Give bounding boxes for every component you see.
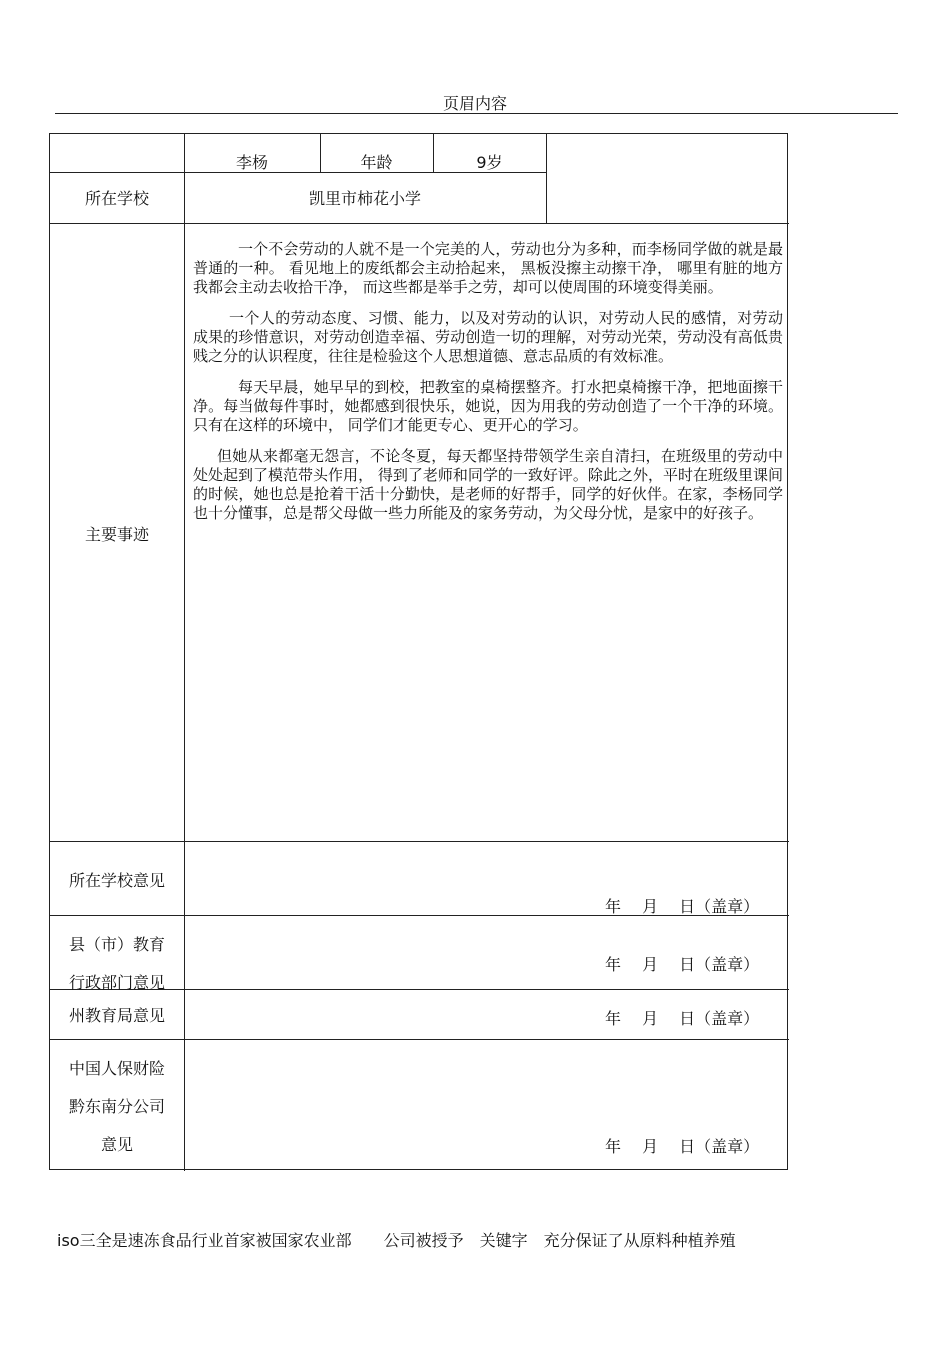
insurer-opinion-sign: 年 月 日（盖章） <box>605 1137 760 1156</box>
student-name: 李杨 <box>235 152 268 172</box>
column-line <box>184 134 185 1171</box>
footer-text: iso三全是速冻食品行业首家被国家农业部 公司被授予 关键字 充分保证了从原料种植养殖 <box>57 1231 736 1250</box>
deeds-paragraph: 一个不会劳动的人就不是一个完美的人，劳动也分为多种，而李杨同学做的就是最普通的一种。 看见地上的废纸都会主动拾起来， 黑板没擦主动擦干净， 哪里有脏的地方我都会主动去收拾干净， 而这些都是举手之劳，却可以使周围的环境变得美丽。 <box>193 240 783 296</box>
row-line <box>50 1039 789 1040</box>
prefecture-opinion-label: 州教育局意见 <box>68 1005 165 1025</box>
deeds-text <box>193 240 783 535</box>
deeds-paragraph: 但她从来都毫无怨言，不论冬夏，每天都坚持带领学生亲自清扫，在班级里的劳动中处处起到了模范带头作用， 得到了老师和同学的一致好评。除此之外，平时在班级里课间的时候，她也总是抢着干活十分勤快，是老师的好帮手，同学的好伙伴。在家，李杨同学也十分懂事，总是帮父母做一些力所能及的家务劳动，为父母分忧，是家中的好孩子。 <box>193 447 783 522</box>
age-label: 年龄 <box>360 152 393 172</box>
school-value: 凯里市柿花小学 <box>308 189 421 208</box>
school-label: 所在学校 <box>84 189 149 208</box>
row-line <box>50 841 789 842</box>
county-opinion-sign: 年 月 日（盖章） <box>605 955 760 974</box>
insurer-label-line: 黔东南分公司 <box>68 1097 165 1116</box>
award-form-table <box>49 133 788 1170</box>
deeds-paragraph: 一个人的劳动态度、习惯、能力，以及对劳动的认识，对劳动人民的感情，对劳动成果的珍惜意识，对劳动创造幸福、劳动创造一切的理解，对劳动光荣，劳动没有高低贵贱之分的认识程度，往往是检验这个人思想道德、意志品质的有效标准。 <box>193 309 783 365</box>
county-label-line: 行政部门意见 <box>68 973 165 992</box>
age-value: 9岁 <box>476 152 503 172</box>
deeds-label: 主要事迹 <box>84 524 149 544</box>
school-opinion-sign: 年 月 日（盖章） <box>605 897 760 916</box>
prefecture-opinion-sign: 年 月 日（盖章） <box>605 1009 760 1028</box>
school-opinion-label: 所在学校意见 <box>68 870 165 890</box>
page-header: 页眉内容 <box>442 94 507 113</box>
column-line <box>546 134 547 223</box>
insurer-label-line: 意见 <box>100 1135 133 1154</box>
insurer-label-line: 中国人保财险 <box>68 1059 165 1078</box>
county-label-line: 县（市）教育 <box>68 935 165 954</box>
header-rule <box>55 113 898 114</box>
insurer-opinion-label <box>50 1050 184 1164</box>
deeds-paragraph: 每天早晨，她早早的到校，把教室的桌椅摆整齐。打水把桌椅擦干净，把地面擦干净。每当做每件事时，她都感到很快乐，她说，因为用我的劳动创造了一个干净的环境。 只有在这样的环境中， 同学们才能更专心、更开心的学习。 <box>193 378 783 434</box>
row-line <box>50 223 789 224</box>
